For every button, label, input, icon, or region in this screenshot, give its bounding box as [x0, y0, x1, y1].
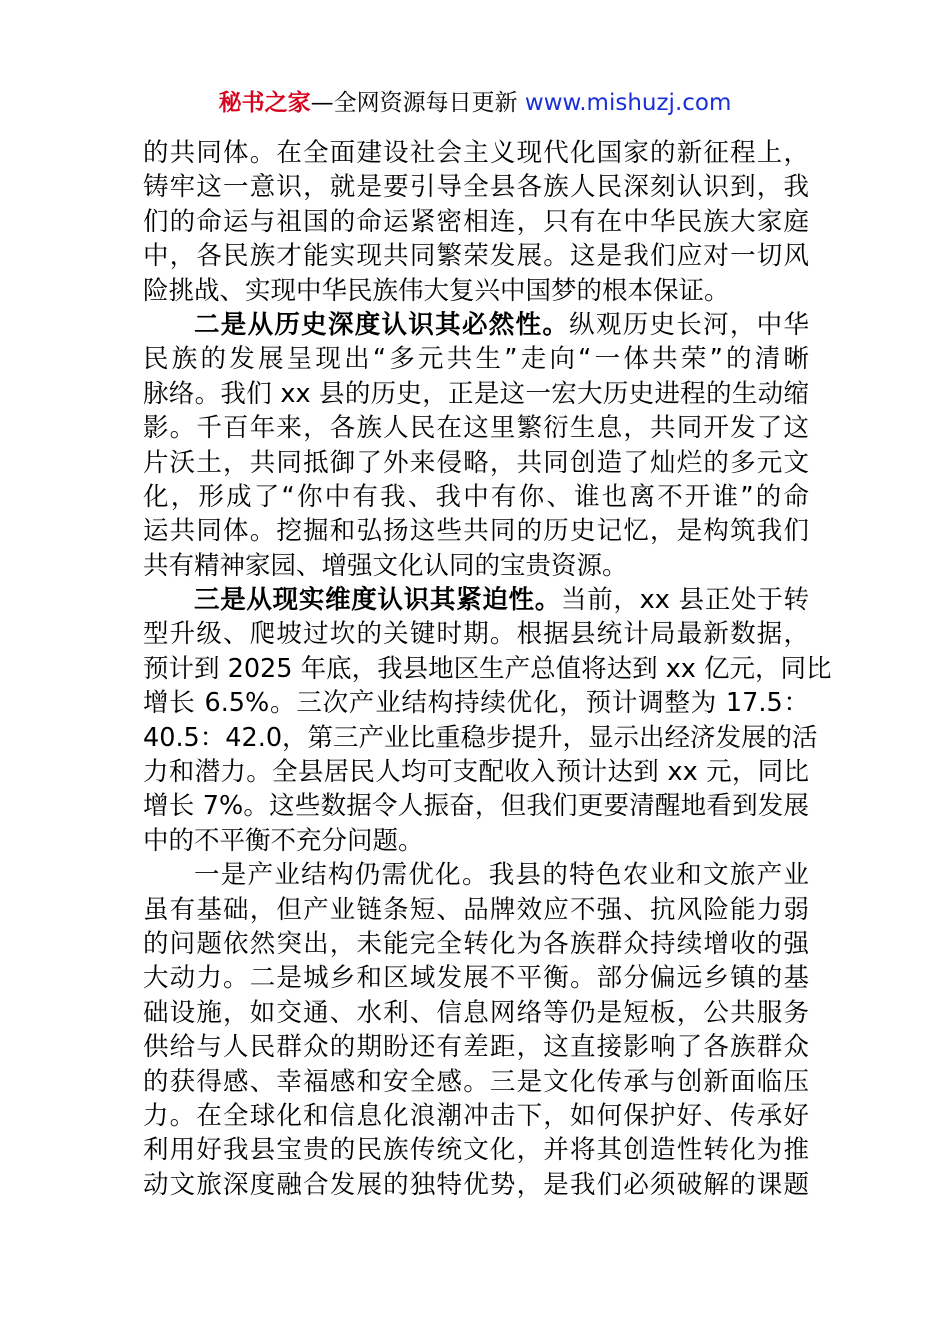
text-line: 的问题依然突出，未能完全转化为各族群众持续增收的强: [143, 928, 809, 959]
text-line: 民族的发展呈现出“多元共生”走向“一体共荣”的清晰: [143, 344, 809, 375]
text-line: 铸牢这一意识，就是要引导全县各族人民深刻认识到，我: [143, 172, 809, 203]
text-line: 中的不平衡不充分问题。: [143, 825, 424, 856]
header-tagline: —全网资源每日更新: [310, 90, 518, 116]
text-line: 增长 6.5%。三次产业结构持续优化，预计调整为 17.5：: [143, 688, 809, 719]
text-line: 动文旅深度融合发展的独特优势，是我们必须破解的课题: [143, 1169, 809, 1200]
text-line: 供给与人民群众的期盼还有差距，这直接影响了各族群众: [143, 1032, 809, 1063]
paragraph-start-line: 一是产业结构仍需优化。我县的特色农业和文旅产业: [194, 860, 809, 891]
text-line: 们的命运与祖国的命运紧密相连，只有在中华民族大家庭: [143, 206, 809, 237]
document-body: [143, 136, 832, 1202]
text-line: 虽有基础，但产业链条短、品牌效应不强、抗风险能力弱: [143, 894, 809, 925]
text-line: 化，形成了“你中有我、我中有你、谁也离不开谁”的命: [143, 481, 809, 512]
site-header: [0, 86, 950, 120]
section-heading: 二是从历史深度认识其必然性。: [194, 309, 570, 340]
text-line: 型升级、爬坡过坎的关键时期。根据县统计局最新数据，: [143, 619, 809, 650]
text-line: 的获得感、幸福感和安全感。三是文化传承与创新面临压: [143, 1066, 809, 1097]
section-heading: 三是从现实维度认识其紧迫性。: [194, 585, 561, 616]
text-line: 大动力。二是城乡和区域发展不平衡。部分偏远乡镇的基: [143, 963, 809, 994]
text-line: 共有精神家园、增强文化认同的宝贵资源。: [143, 550, 628, 581]
brand-name: 秘书之家: [218, 90, 311, 116]
text-line: 脉络。我们 xx 县的历史，正是这一宏大历史进程的生动缩: [143, 378, 809, 409]
text-line: 利用好我县宝贵的民族传统文化，并将其创造性转化为推: [143, 1135, 809, 1166]
text-line: 力。在全球化和信息化浪潮冲击下，如何保护好、传承好: [143, 1100, 809, 1131]
text-line: 力和潜力。全县居民人均可支配收入预计达到 xx 元，同比: [143, 757, 809, 788]
text-line: 的共同体。在全面建设社会主义现代化国家的新征程上，: [143, 138, 809, 168]
text-line: 增长 7%。这些数据令人振奋，但我们更要清醒地看到发展: [143, 791, 809, 822]
paragraph-start-line: 三是从现实维度认识其紧迫性。当前，xx 县正处于转: [194, 585, 809, 616]
text-line: 预计到 2025 年底，我县地区生产总值将达到 xx 亿元，同比: [143, 653, 832, 684]
text-line: 中，各民族才能实现共同繁荣发展。这是我们应对一切风: [143, 241, 809, 272]
site-url-link[interactable]: www.mishuzj.com: [524, 90, 732, 116]
paragraph-start-line: 二是从历史深度认识其必然性。纵观历史长河，中华: [194, 309, 809, 340]
text-line: 影。千百年来，各族人民在这里繁衍生息，共同开发了这: [143, 413, 809, 444]
text-line: 运共同体。挖掘和弘扬这些共同的历史记忆，是构筑我们: [143, 516, 809, 547]
text-line: 础设施，如交通、水利、信息网络等仍是短板，公共服务: [143, 997, 809, 1028]
text-line: 险挑战、实现中华民族伟大复兴中国梦的根本保证。: [143, 275, 730, 306]
text-line: 40.5：42.0，第三产业比重稳步提升，显示出经济发展的活: [143, 722, 818, 753]
text-line: 片沃土，共同抵御了外来侵略，共同创造了灿烂的多元文: [143, 447, 809, 478]
